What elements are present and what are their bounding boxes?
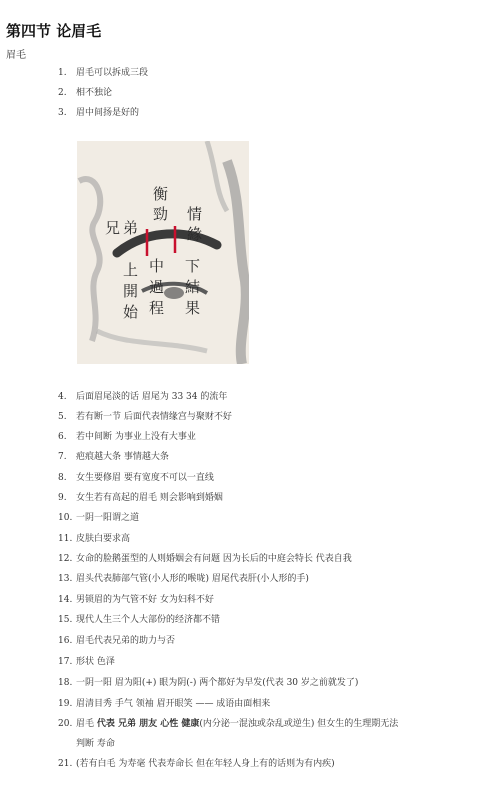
list-item — [58, 106, 470, 120]
item-text: 女生要修眉 要有宽度不可以一直线 — [76, 473, 214, 483]
list-item — [58, 572, 470, 586]
label-left-bottom — [123, 261, 139, 321]
item-text: 若有断一节 后面代表情缘宫与聚财不好 — [76, 412, 232, 422]
label-right-top-char: 緣 — [187, 225, 203, 243]
list-item — [58, 410, 470, 424]
list-item — [58, 655, 470, 669]
item-text: 女生若有高起的眉毛 则会影响到婚姻 — [76, 493, 223, 503]
item-number: 8. — [58, 473, 67, 483]
list-item — [58, 511, 470, 525]
item-number: 7. — [58, 452, 67, 462]
list-item — [58, 450, 470, 464]
list-item — [58, 86, 470, 100]
label-right-top-char: 情 — [187, 205, 203, 223]
item-number: 18. — [58, 678, 73, 688]
list-item — [58, 471, 470, 485]
label-left-bottom-char: 開 — [123, 282, 139, 300]
item-number: 17. — [58, 657, 73, 667]
item-text: 后面眉尾淡的话 眉尾为 33 34 的流年 — [76, 392, 228, 402]
item-text: 男锁眉的为气管不好 女为妇科不好 — [76, 595, 214, 605]
list-item — [58, 757, 470, 771]
page-title: 第四节 论眉毛 — [6, 22, 102, 40]
label-left-char: 弟 — [123, 219, 139, 237]
item-number: 9. — [58, 493, 67, 503]
item-text: 眉毛可以拆成三段 — [76, 68, 149, 78]
item-text: 若中间断 为事业上没有大事业 — [76, 432, 196, 442]
list-item — [58, 552, 470, 566]
item-text: 眉毛代表兄弟的助力与否 — [76, 636, 176, 646]
item-text: 眉清目秀 手气 领袖 眉开眼笑 —— 成语由面相来 — [76, 699, 271, 709]
item-number: 3. — [58, 108, 67, 118]
list-item — [58, 593, 470, 607]
item-text: 疤痕越大条 事情越大条 — [76, 452, 169, 462]
label-mid-bottom-char: 中 — [149, 257, 165, 275]
item-text-post: (内分泌一混浊或杂乱或逆生) 但女生的生理期无法 — [199, 719, 399, 729]
item-number: 21. — [58, 759, 73, 769]
list-item — [58, 676, 470, 690]
label-right-bottom-char: 下 — [185, 257, 201, 275]
item-text: 眉中间扬是好的 — [76, 108, 140, 118]
item-number: 19. — [58, 699, 73, 709]
item-number: 11. — [58, 534, 73, 544]
eyebrow-diagram-svg — [77, 141, 249, 364]
item-number: 2. — [58, 88, 67, 98]
item-number: 20. — [58, 719, 73, 729]
item-text: (若有白毛 为寿毫 代表寿命长 但在年轻人身上有的话则为有内疾) — [76, 759, 335, 769]
label-right-bottom-char: 果 — [185, 299, 201, 317]
label-left-bottom-char: 始 — [123, 303, 139, 321]
item-text: 相不独论 — [76, 88, 113, 98]
list-item — [58, 634, 470, 648]
item-number: 14. — [58, 595, 73, 605]
item-text: 形状 色泽 — [76, 657, 115, 667]
label-right-bottom-char: 結 — [185, 278, 201, 296]
label-left-bottom-char: 上 — [123, 261, 139, 279]
item-text: 一阴一阳 眉为阳(+) 眼为阴(-) 两个都好为早发(代表 30 岁之前就发了) — [76, 678, 359, 688]
list-item — [58, 491, 470, 505]
list-item — [58, 532, 470, 546]
item-number: 10. — [58, 513, 73, 523]
item-text: 现代人生三个人大部份的经济都不错 — [76, 615, 221, 625]
item-text: 眉头代表肺部气管(小人形的喉咙) 眉尾代表肝(小人形的手) — [76, 574, 309, 584]
eye-pupil — [164, 287, 184, 299]
item-number: 4. — [58, 392, 67, 402]
item-number: 15. — [58, 615, 73, 625]
item-number: 1. — [58, 68, 67, 78]
eyebrow-diagram — [77, 141, 249, 364]
item-number: 6. — [58, 432, 67, 442]
label-top-char: 勁 — [153, 205, 169, 223]
item-number: 12. — [58, 554, 73, 564]
item-number: 13. — [58, 574, 73, 584]
item-number: 5. — [58, 412, 67, 422]
item-text: 皮肤白要求高 — [76, 534, 131, 544]
item-number: 16. — [58, 636, 73, 646]
item-continuation: 判断 寿命 — [76, 739, 115, 749]
list-item — [58, 390, 470, 404]
item-text: 一阴一阳谓之道 — [76, 513, 140, 523]
list-item — [58, 66, 470, 80]
item-text: 女命的脸鹅蛋型的人则婚姻会有问题 因为长后的中庭会特长 代表自我 — [76, 554, 352, 564]
label-mid-bottom-char: 程 — [149, 299, 165, 317]
list-item — [58, 613, 470, 627]
item-text-bold: 代表 兄弟 朋友 心性 健康 — [96, 719, 200, 729]
list-item — [58, 430, 470, 444]
label-top-char: 衡 — [153, 185, 169, 203]
label-mid-bottom-char: 過 — [149, 278, 165, 296]
list-item — [58, 717, 470, 731]
list-item — [58, 697, 470, 711]
item-text-pre: 眉毛 — [76, 719, 97, 729]
page-subtitle: 眉毛 — [6, 50, 26, 61]
label-left-char: 兄 — [105, 219, 121, 237]
label-right-bottom — [185, 257, 200, 317]
label-mid-bottom — [149, 257, 164, 317]
